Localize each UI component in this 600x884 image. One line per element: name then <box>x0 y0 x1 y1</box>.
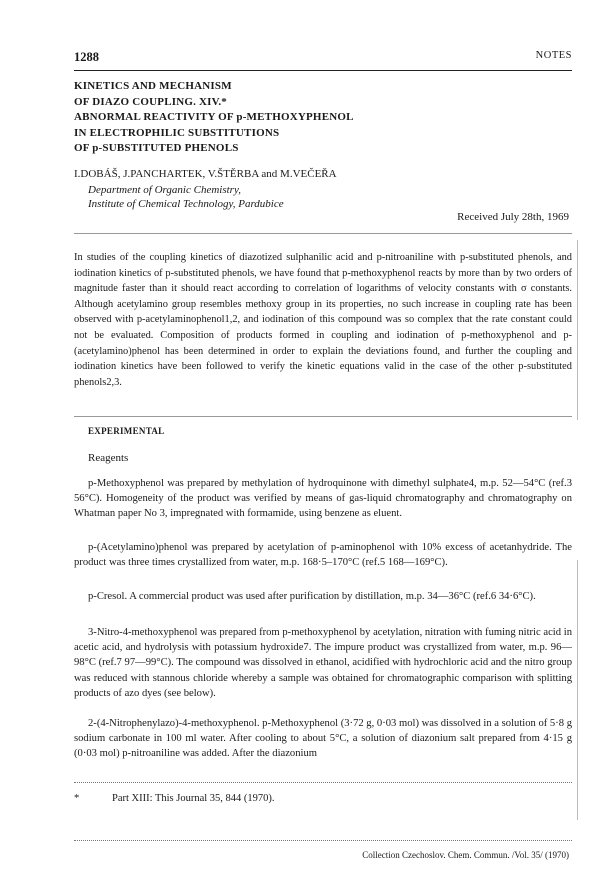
paragraph: p-(Acetylamino)phenol was prepared by acetylation of p-aminophenol with 10% excess of acetanhydride. The product was three times crystallized from water, m.p. 168·5–170°C (ref.5 168—169°C). <box>74 542 572 569</box>
affiliation-line: Institute of Chemical Technology, Pardubice <box>88 198 284 210</box>
title-line: KINETICS AND MECHANISM <box>74 80 232 92</box>
journal-footer: Collection Czechoslov. Chem. Commun. /Vol. 35/ (1970) <box>362 850 569 860</box>
affiliation-line: Department of Organic Chemistry, <box>88 184 241 196</box>
title-line: OF DIAZO COUPLING. XIV.* <box>74 95 228 108</box>
paragraph: p-Methoxyphenol was prepared by methylation of hydroquinone with dimethyl sulphate4, m.p. 52—54°C (ref.3 56°C). Homogeneity of the product was verified by means of gas-liquid chromatography and chromatography on Whatman paper No 3, impregnated with formamide, using benzene as eluent. <box>74 478 572 520</box>
footnote-text: Part XIII: This Journal 35, 844 (1970). <box>112 793 275 804</box>
page-number: 1288 <box>74 50 99 64</box>
subsection-heading: Reagents <box>88 452 129 464</box>
running-header <box>74 50 572 68</box>
paragraph: 3-Nitro-4-methoxyphenol was prepared from p-methoxyphenol by acetylation, nitration with fuming nitric acid in acetic acid, and hydrolysis with potassium hydroxide7. The impure product was crystallized from water, m.p. 96—98°C (ref.7 97—99°C). The compound was dissolved in ethanol, acidified with hydrochloric acid and the nitro group was reduced with stannous chloride whereby a sample was obtained for chromatographic comparison with splitting products of azo dyes (see below). <box>74 627 572 699</box>
scan-edge-line <box>577 560 578 820</box>
affiliation <box>88 183 284 211</box>
paragraph: p-Cresol. A commercial product was used after purification by distillation, m.p. 34—36°C (ref.6 34·6°C). <box>88 591 536 602</box>
title-line: IN ELECTROPHILIC SUBSTITUTIONS <box>74 126 280 139</box>
scan-edge-line <box>577 240 578 420</box>
footer-rule <box>74 840 572 841</box>
abstract-rule-top <box>74 233 572 234</box>
section-heading: EXPERIMENTAL <box>88 426 165 436</box>
received-date: Received July 28th, 1969 <box>457 211 569 223</box>
footnote-rule <box>74 782 572 783</box>
title-line: OF p-SUBSTITUTED PHENOLS <box>74 142 239 154</box>
abstract: In studies of the coupling kinetics of diazotized sulphanilic acid and p-nitroaniline with p-substituted phenols, and iodination kinetics of p-substituted phenols, we have found that p-methoxyphenol reacts by more than by two orders of magnitude faster than it should react according to correlation of logarithms of velocity constants with σ constants. Although acetylamino group resembles methoxy group in its properties, no such increase in coupling rate has been observed with p-acetylaminophenol1,2, and iodination of this compound was so complex that the rate constant could not be evaluated. Composition of products formed in coupling and iodination of p-methoxyphenol and p-(acetylamino)phenol has been determined in order to explain the deviations found, and further the coupling and iodination kinetics have been followed to verify the kinetic equations valid in the case of the other p-substituted phenols2,3. <box>74 252 572 388</box>
footnote-marker: * <box>74 793 80 804</box>
section-label: NOTES <box>535 50 572 61</box>
title-line: ABNORMAL REACTIVITY OF p-METHOXYPHENOL <box>74 111 354 123</box>
footnote <box>74 793 275 804</box>
article-title <box>74 79 494 157</box>
abstract-rule-bottom <box>74 416 572 417</box>
paragraph: 2-(4-Nitrophenylazo)-4-methoxyphenol. p-Methoxyphenol (3·72 g, 0·03 mol) was dissolved in a solution of 5·8 g sodium carbonate in 100 ml water. After cooling to about 5°C, a solution of diazonium salt prepared from 4·15 g (0·03 mol) p-nitroaniline was added. After the diazonium <box>74 718 572 760</box>
authors: I.DOBÁŠ, J.PANCHARTEK, V.ŠTĚRBA and M.VEČEŘA <box>74 168 337 180</box>
header-rule <box>74 70 572 71</box>
